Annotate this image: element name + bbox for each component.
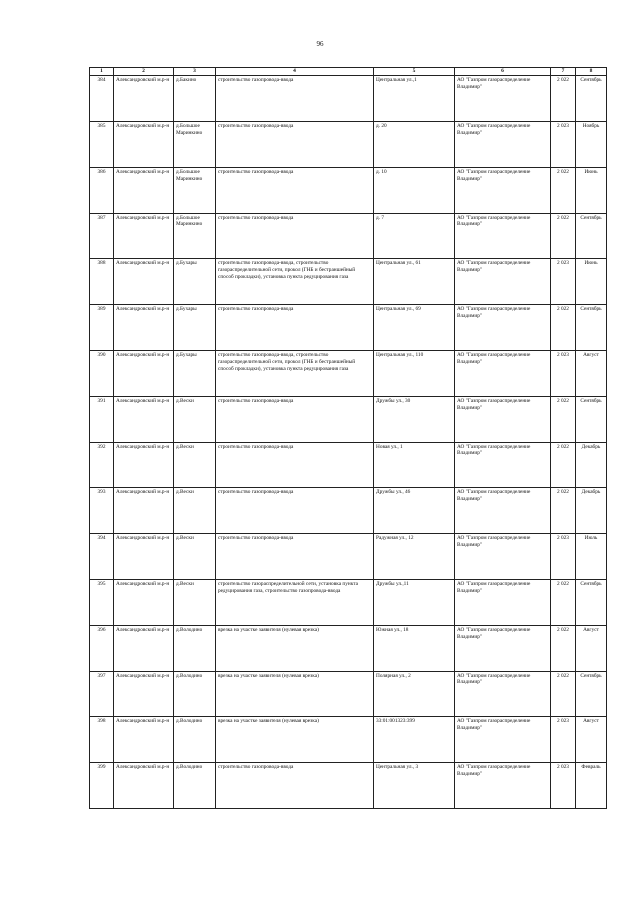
district-cell: Александровский м.р-н [114, 625, 174, 671]
month-cell: Сентябрь [576, 213, 607, 259]
work-type-cell: строительство газопровода-ввода, строительство газораспределительной сети, прокол (ГНБ и бестраншейный способ прокладки), установка пункта редуцирования газа [216, 259, 374, 305]
column-number: 3 [174, 68, 216, 76]
table-row [90, 121, 607, 167]
row-number: 384 [90, 76, 114, 122]
table-row [90, 76, 607, 122]
work-type-cell: строительство газопровода-ввода [216, 763, 374, 809]
row-number: 392 [90, 442, 114, 488]
work-type-cell: строительство газопровода-ввода, строительство газораспределительной сети, прокол (ГНБ и бестраншейный способ прокладки), установка пункта редуцирования газа [216, 350, 374, 396]
year-cell: 2 022 [551, 442, 576, 488]
month-cell: Сентябрь [576, 76, 607, 122]
organization-cell: АО "Газпром газораспределение Владимир" [455, 213, 551, 259]
district-cell: Александровский м.р-н [114, 350, 174, 396]
table-row [90, 396, 607, 442]
settlement-cell: д.Володино [174, 717, 216, 763]
gasification-table [89, 67, 607, 809]
table-row [90, 259, 607, 305]
column-number: 8 [576, 68, 607, 76]
address-cell: д. 20 [374, 121, 455, 167]
year-cell: 2 023 [551, 534, 576, 580]
district-cell: Александровский м.р-н [114, 76, 174, 122]
column-number: 7 [551, 68, 576, 76]
row-number: 389 [90, 305, 114, 351]
settlement-cell: д.Вески [174, 488, 216, 534]
row-number: 386 [90, 167, 114, 213]
address-cell: Центральная ул., 3 [374, 763, 455, 809]
column-number: 2 [114, 68, 174, 76]
month-cell: Декабрь [576, 442, 607, 488]
work-type-cell: строительство газопровода-ввода [216, 76, 374, 122]
address-cell: Южная ул., 18 [374, 625, 455, 671]
year-cell: 2 022 [551, 396, 576, 442]
settlement-cell: д.Бухары [174, 305, 216, 351]
work-type-cell: строительство газопровода-ввода [216, 213, 374, 259]
work-type-cell: врезка на участке заявителя (нулевая врезка) [216, 671, 374, 717]
settlement-cell: д.Вески [174, 442, 216, 488]
month-cell: Февраль [576, 763, 607, 809]
address-cell: Полярная ул., 2 [374, 671, 455, 717]
column-number: 6 [455, 68, 551, 76]
month-cell: Декабрь [576, 488, 607, 534]
address-cell: Центральная ул., 69 [374, 305, 455, 351]
settlement-cell: д.Большое Маринкино [174, 213, 216, 259]
table-row [90, 671, 607, 717]
organization-cell: АО "Газпром газораспределение Владимир" [455, 259, 551, 305]
table-row [90, 442, 607, 488]
settlement-cell: д.Володино [174, 763, 216, 809]
row-number: 391 [90, 396, 114, 442]
district-cell: Александровский м.р-н [114, 213, 174, 259]
organization-cell: АО "Газпром газораспределение Владимир" [455, 442, 551, 488]
column-number: 1 [90, 68, 114, 76]
month-cell: Июнь [576, 167, 607, 213]
month-cell: Сентябрь [576, 305, 607, 351]
address-cell: Центральная ул., 110 [374, 350, 455, 396]
year-cell: 2 023 [551, 121, 576, 167]
year-cell: 2 022 [551, 488, 576, 534]
address-cell: 33:01:001323:399 [374, 717, 455, 763]
organization-cell: АО "Газпром газораспределение Владимир" [455, 579, 551, 625]
organization-cell: АО "Газпром газораспределение Владимир" [455, 534, 551, 580]
district-cell: Александровский м.р-н [114, 534, 174, 580]
row-number: 387 [90, 213, 114, 259]
address-cell: Дружбы ул., 46 [374, 488, 455, 534]
month-cell: Ноябрь [576, 121, 607, 167]
row-number: 385 [90, 121, 114, 167]
row-number: 390 [90, 350, 114, 396]
year-cell: 2 023 [551, 350, 576, 396]
settlement-cell: д.Вески [174, 534, 216, 580]
work-type-cell: строительство газопровода-ввода [216, 442, 374, 488]
district-cell: Александровский м.р-н [114, 305, 174, 351]
table-row [90, 213, 607, 259]
row-number: 399 [90, 763, 114, 809]
work-type-cell: строительство газораспределительной сети, установка пункта редуцирования газа, строительство газопровода-ввода [216, 579, 374, 625]
settlement-cell: д.Бухары [174, 350, 216, 396]
organization-cell: АО "Газпром газораспределение Владимир" [455, 350, 551, 396]
organization-cell: АО "Газпром газораспределение Владимир" [455, 625, 551, 671]
settlement-cell: д.Вески [174, 396, 216, 442]
year-cell: 2 022 [551, 579, 576, 625]
district-cell: Александровский м.р-н [114, 671, 174, 717]
district-cell: Александровский м.р-н [114, 717, 174, 763]
organization-cell: АО "Газпром газораспределение Владимир" [455, 717, 551, 763]
work-type-cell: строительство газопровода-ввода [216, 396, 374, 442]
column-number: 4 [216, 68, 374, 76]
year-cell: 2 022 [551, 167, 576, 213]
table-row [90, 717, 607, 763]
month-cell: Август [576, 350, 607, 396]
district-cell: Александровский м.р-н [114, 167, 174, 213]
district-cell: Александровский м.р-н [114, 396, 174, 442]
work-type-cell: строительство газопровода-ввода [216, 534, 374, 580]
year-cell: 2 023 [551, 259, 576, 305]
table-row [90, 350, 607, 396]
month-cell: Август [576, 625, 607, 671]
table-row [90, 488, 607, 534]
row-number: 394 [90, 534, 114, 580]
organization-cell: АО "Газпром газораспределение Владимир" [455, 396, 551, 442]
settlement-cell: д.Бакино [174, 76, 216, 122]
address-cell: Центральная ул., 61 [374, 259, 455, 305]
organization-cell: АО "Газпром газораспределение Владимир" [455, 763, 551, 809]
row-number: 393 [90, 488, 114, 534]
month-cell: Август [576, 717, 607, 763]
address-cell: Радужная ул., 12 [374, 534, 455, 580]
work-type-cell: врезка на участке заявителя (нулевая врезка) [216, 717, 374, 763]
month-cell: Сентябрь [576, 671, 607, 717]
address-cell: д. 10 [374, 167, 455, 213]
row-number: 388 [90, 259, 114, 305]
organization-cell: АО "Газпром газораспределение Владимир" [455, 167, 551, 213]
table-row [90, 763, 607, 809]
year-cell: 2 022 [551, 625, 576, 671]
settlement-cell: д.Большое Маринкино [174, 167, 216, 213]
year-cell: 2 022 [551, 671, 576, 717]
year-cell: 2 022 [551, 76, 576, 122]
year-cell: 2 023 [551, 717, 576, 763]
month-cell: Сентябрь [576, 396, 607, 442]
row-number: 397 [90, 671, 114, 717]
year-cell: 2 022 [551, 213, 576, 259]
column-number: 5 [374, 68, 455, 76]
row-number: 395 [90, 579, 114, 625]
address-cell: Центральная ул.,1 [374, 76, 455, 122]
district-cell: Александровский м.р-н [114, 259, 174, 305]
page-number: 96 [316, 40, 324, 48]
year-cell: 2 022 [551, 305, 576, 351]
work-type-cell: строительство газопровода-ввода [216, 121, 374, 167]
address-cell: Новая ул., 1 [374, 442, 455, 488]
district-cell: Александровский м.р-н [114, 121, 174, 167]
work-type-cell: строительство газопровода-ввода [216, 305, 374, 351]
column-number-row [90, 68, 607, 76]
table-row [90, 625, 607, 671]
table-row [90, 534, 607, 580]
organization-cell: АО "Газпром газораспределение Владимир" [455, 305, 551, 351]
table-body [90, 76, 607, 809]
row-number: 398 [90, 717, 114, 763]
organization-cell: АО "Газпром газораспределение Владимир" [455, 488, 551, 534]
row-number: 396 [90, 625, 114, 671]
address-cell: д. 7 [374, 213, 455, 259]
district-cell: Александровский м.р-н [114, 488, 174, 534]
table-row [90, 579, 607, 625]
organization-cell: АО "Газпром газораспределение Владимир" [455, 671, 551, 717]
settlement-cell: д.Володино [174, 625, 216, 671]
district-cell: Александровский м.р-н [114, 442, 174, 488]
district-cell: Александровский м.р-н [114, 579, 174, 625]
settlement-cell: д.Большое Маринкино [174, 121, 216, 167]
address-cell: Дружбы ул.,11 [374, 579, 455, 625]
work-type-cell: врезка на участке заявителя (нулевая врезка) [216, 625, 374, 671]
address-cell: Дружбы ул., 30 [374, 396, 455, 442]
table-row [90, 167, 607, 213]
year-cell: 2 023 [551, 763, 576, 809]
month-cell: Июнь [576, 259, 607, 305]
settlement-cell: д.Вески [174, 579, 216, 625]
organization-cell: АО "Газпром газораспределение Владимир" [455, 76, 551, 122]
district-cell: Александровский м.р-н [114, 763, 174, 809]
month-cell: Июль [576, 534, 607, 580]
settlement-cell: д.Володино [174, 671, 216, 717]
table-row [90, 305, 607, 351]
settlement-cell: д.Бухары [174, 259, 216, 305]
work-type-cell: строительство газопровода-ввода [216, 488, 374, 534]
organization-cell: АО "Газпром газораспределение Владимир" [455, 121, 551, 167]
work-type-cell: строительство газопровода-ввода [216, 167, 374, 213]
month-cell: Сентябрь [576, 579, 607, 625]
